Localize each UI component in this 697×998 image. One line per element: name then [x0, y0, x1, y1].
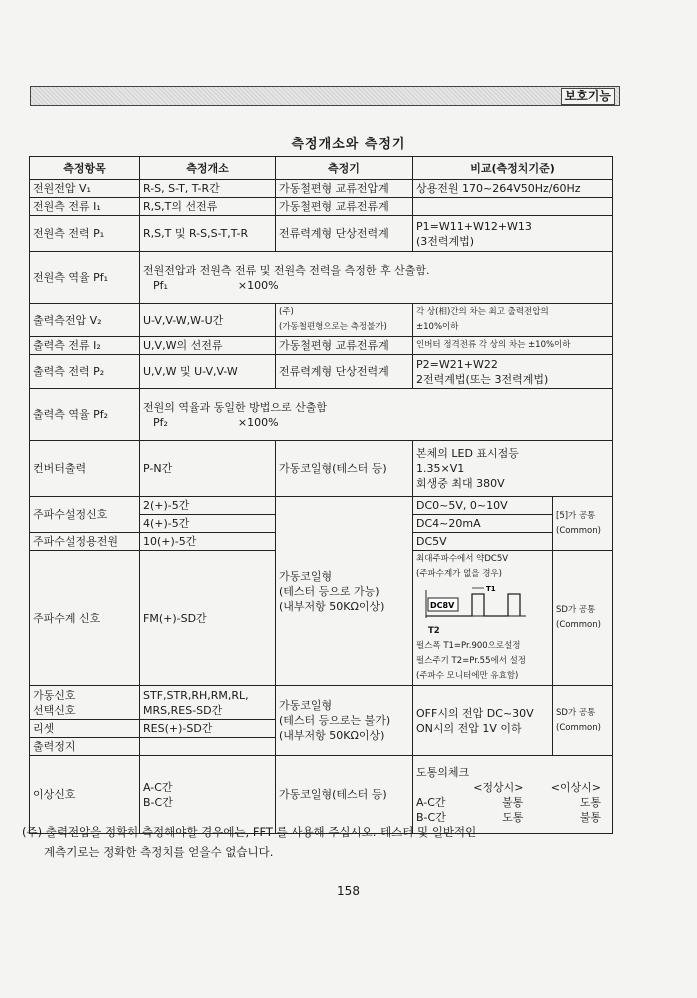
- table-row: [30, 441, 613, 497]
- bc-normal: 도통: [502, 810, 524, 824]
- common-line: SD가 공통: [556, 605, 596, 615]
- formula: [143, 278, 609, 293]
- cell-point: 10(+)-5간: [140, 533, 276, 551]
- item-line: 선택신호: [33, 703, 76, 717]
- meter-line: 가동코일형: [279, 569, 333, 583]
- cell-item: 출력정지: [30, 738, 140, 756]
- meter-line: (내부저항 50KΩ이상): [279, 729, 385, 742]
- cell-item: 출력측 역율 Pf₂: [30, 389, 140, 441]
- reference-line: 펄스주기 T2=Pr.55에서 설정: [416, 656, 527, 666]
- cell-item: 전원전압 V₁: [30, 180, 140, 198]
- table-row: [30, 180, 613, 198]
- header-meter: 측정기: [276, 157, 413, 180]
- cell-point: RES(+)-SD간: [140, 720, 276, 738]
- meter-line: (내부저항 50KΩ이상): [279, 599, 385, 613]
- formula-multiplier: ×100%: [237, 278, 279, 292]
- meter-note: (가동철편형으로는 측정불가): [279, 322, 387, 332]
- cell-reference: [413, 551, 553, 686]
- reference-line: 2전력계법(또는 3전력계법): [416, 372, 549, 386]
- description-text: 전원의 역율과 동일한 방법으로 산출함: [143, 400, 328, 414]
- cell-reference: [413, 198, 613, 216]
- cell-reference: [413, 441, 613, 497]
- column-abnormal: <이상시>: [550, 780, 601, 794]
- point-line: STF,STR,RH,RM,RL,: [143, 688, 249, 702]
- cell-point: P-N간: [140, 441, 276, 497]
- table-row: [30, 497, 613, 515]
- cell-point: FM(+)-SD간: [140, 551, 276, 686]
- section-header-band: [30, 86, 620, 106]
- reference-line: (3전력계법): [416, 234, 475, 248]
- column-normal: <정상시>: [473, 780, 524, 794]
- cell-meter: [276, 686, 413, 756]
- formula-symbol: Pf₂: [153, 415, 168, 429]
- cell-item: 주파수설정용전원: [30, 533, 140, 551]
- section-label: 보호기능: [561, 88, 615, 105]
- cell-point: R,S,T 및 R-S,S-T,T-R: [140, 216, 276, 252]
- cell-reference: [413, 355, 613, 389]
- formula-symbol: Pf₁: [153, 278, 168, 292]
- formula-multiplier: ×100%: [237, 415, 279, 429]
- cell-point: U-V,V-W,W-U간: [140, 304, 276, 337]
- table-row: [30, 355, 613, 389]
- cell-common: [553, 686, 613, 756]
- reference-line: P1=W11+W12+W13: [416, 219, 532, 233]
- continuity-header: [416, 780, 609, 795]
- terminal-bc: B-C간: [416, 810, 446, 824]
- table-row: [30, 216, 613, 252]
- item-line: 가동신호: [33, 688, 76, 702]
- common-line: (Common): [556, 525, 601, 536]
- reference-line: OFF시의 전압 DC~30V: [416, 706, 534, 720]
- table-row: [30, 686, 613, 720]
- pulse-waveform-diagram: [416, 584, 536, 622]
- common-line: (Common): [556, 722, 601, 733]
- cell-item: 이상신호: [30, 756, 140, 834]
- cell-reference: [413, 304, 613, 337]
- meter-line: (테스터 등으로 가능): [279, 584, 380, 598]
- point-line: B-C간: [143, 795, 173, 809]
- cell-meter: 가동코일형(테스터 등): [276, 756, 413, 834]
- cell-meter: 가동코일형(테스터 등): [276, 441, 413, 497]
- cell-meter: 전류력계형 단상전력계: [276, 355, 413, 389]
- cell-point: 2(+)-5간: [140, 497, 276, 515]
- cell-item: 주파수설정신호: [30, 497, 140, 533]
- t1-label: T1: [486, 585, 496, 593]
- table-row: [30, 304, 613, 337]
- formula: [143, 415, 609, 430]
- reference-title: 도통의체크: [416, 765, 470, 779]
- cell-item: [30, 686, 140, 720]
- reference-line: 회생중 최대 380V: [416, 477, 505, 490]
- table-row: [30, 337, 613, 355]
- cell-meter: [276, 497, 413, 686]
- cell-meter: 가동철편형 교류전류계: [276, 198, 413, 216]
- table-row: [30, 252, 613, 304]
- cell-point: U,V,W의 선전류: [140, 337, 276, 355]
- cell-common: [553, 497, 613, 551]
- header-item: 측정항목: [30, 157, 140, 180]
- table-row: [30, 198, 613, 216]
- measurement-table: [29, 156, 613, 834]
- cell-reference: 상용전원 170~264V50Hz/60Hz: [413, 180, 613, 198]
- ac-normal: 불통: [502, 795, 524, 809]
- cell-point: 4(+)-5간: [140, 515, 276, 533]
- cell-meter: 전류력계형 단상전력계: [276, 216, 413, 252]
- reference-line: (주파수 모니터에만 유효함): [416, 671, 519, 681]
- reference-line: ON시의 전압 1V 이하: [416, 721, 522, 735]
- cell-item: 전원측 전류 I₁: [30, 198, 140, 216]
- table-header-row: [30, 157, 613, 180]
- footnote-line: (주) 출력전압을 정확히 측정해야할 경우에는, FFT 를 사용해 주십시오. 테스터 및 일반적인: [22, 825, 477, 839]
- reference-line: 각 상(相)간의 차는 최고 출력전압의: [416, 307, 549, 317]
- common-line: [5]가 공통: [556, 510, 596, 521]
- cell-item: 출력측전압 V₂: [30, 304, 140, 337]
- cell-item: 주파수계 신호: [30, 551, 140, 686]
- header-point: 측정개소: [140, 157, 276, 180]
- table-row: [30, 389, 613, 441]
- description-text: 전원전압과 전원측 전류 및 전원측 전력을 측정한 후 산출함.: [143, 263, 430, 277]
- t2-label: T2: [428, 626, 440, 636]
- meter-line: (테스터 등으로는 불가): [279, 714, 391, 727]
- reference-line: P2=W21+W22: [416, 357, 498, 371]
- reference-line: ±10%이하: [416, 322, 459, 332]
- table-title: 측정개소와 측정기: [291, 137, 406, 152]
- cell-item: 출력측 전력 P₂: [30, 355, 140, 389]
- continuity-row-ac: [416, 795, 609, 810]
- cell-point: R,S,T의 선전류: [140, 198, 276, 216]
- meter-line: 가동코일형: [279, 699, 333, 712]
- common-line: (Common): [556, 620, 601, 630]
- cell-point: [140, 738, 276, 756]
- dc-voltage-label: DC8V: [430, 601, 455, 610]
- reference-line: 최대주파수에서 약DC5V: [416, 554, 509, 564]
- terminal-ac: A-C간: [416, 795, 446, 809]
- cell-reference: [413, 686, 553, 756]
- cell-reference: DC4~20mA: [413, 515, 553, 533]
- page-number: 158: [337, 884, 360, 898]
- common-line: SD가 공통: [556, 707, 596, 718]
- cell-item: 리셋: [30, 720, 140, 738]
- cell-point: U,V,W 및 U-V,V-W: [140, 355, 276, 389]
- reference-line: 펄스폭 T1=Pr.900으로설정: [416, 641, 521, 651]
- cell-description: [140, 389, 613, 441]
- cell-reference: 인버터 정격전류 각 상의 차는 ±10%이하: [413, 337, 613, 355]
- cell-description: [140, 252, 613, 304]
- cell-meter: 가동철편형 교류전압계: [276, 180, 413, 198]
- cell-reference: DC5V: [413, 533, 553, 551]
- footnote: [22, 822, 662, 862]
- cell-reference: DC0~5V, 0~10V: [413, 497, 553, 515]
- cell-common: [553, 551, 613, 686]
- header-reference: 비교(측정치기준): [413, 157, 613, 180]
- cell-meter: 가동철편형 교류전류계: [276, 337, 413, 355]
- bc-abnormal: 불통: [579, 810, 601, 824]
- cell-item: 전원측 역율 Pf₁: [30, 252, 140, 304]
- ac-abnormal: 도통: [579, 795, 601, 809]
- reference-line: 본체의 LED 표시점등: [416, 447, 519, 460]
- reference-line: (주파수계가 없을 경우): [416, 569, 502, 579]
- point-line: MRS,RES-SD간: [143, 703, 223, 717]
- point-line: A-C간: [143, 780, 173, 794]
- cell-point: R-S, S-T, T-R간: [140, 180, 276, 198]
- cell-point: [140, 686, 276, 720]
- reference-line: 1.35×V1: [416, 462, 465, 475]
- cell-reference: [413, 216, 613, 252]
- cell-item: 출력측 전류 I₂: [30, 337, 140, 355]
- meter-note: (주): [279, 307, 294, 317]
- footnote-line: 계측기로는 정확한 측정치를 얻을수 없습니다.: [44, 845, 274, 859]
- cell-item: 컨버터출력: [30, 441, 140, 497]
- cell-item: 전원측 전력 P₁: [30, 216, 140, 252]
- cell-meter: [276, 304, 413, 337]
